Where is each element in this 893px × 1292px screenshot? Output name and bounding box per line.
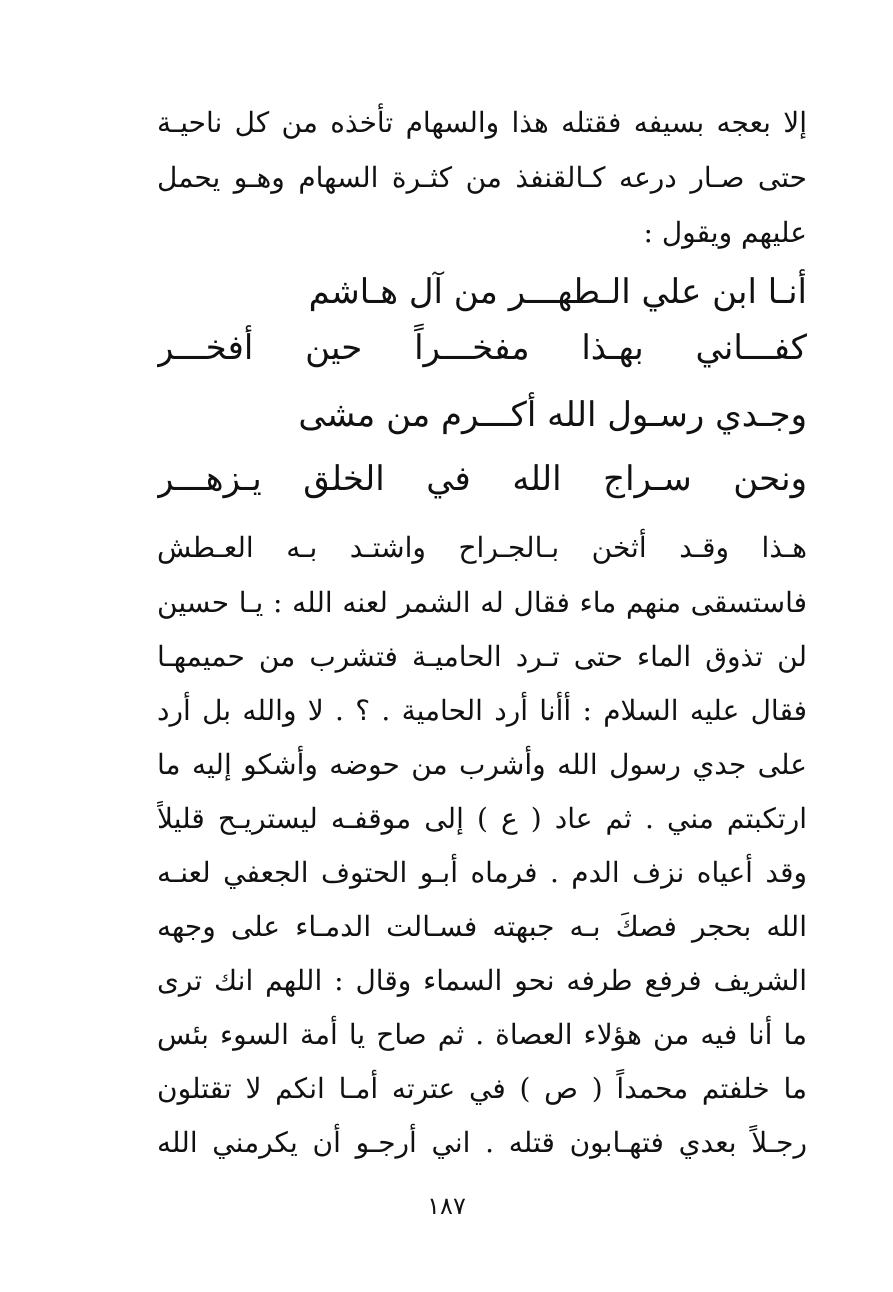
body-line: ما أنا فيه من هؤلاء العصاة . ثم صاح يا أمة السوء بئس xyxy=(157,1018,807,1051)
verse-line: كفـــاني بهـذا مفخـــراً حين أفخـــر xyxy=(157,328,807,368)
page-number: ١٨٧ xyxy=(427,1192,466,1220)
body-line: الشريف فرفع طرفه نحو السماء وقال : اللهم انك ترى xyxy=(157,964,807,997)
body-line: وقد أعياه نزف الدم . فرماه أبـو الحتوف الجعفي لعنـه xyxy=(157,856,807,889)
body-line: ما خلفتم محمداً ( ص ) في عترته أمـا انكم لا تقتلون xyxy=(157,1072,807,1105)
verse-line: أنـا ابن علي الـطهـــر من آل هـاشم xyxy=(308,272,807,312)
intro-line: حتى صـار درعه كـالقنفذ من كثـرة السهام وهـو يحمل xyxy=(157,161,807,194)
body-line: فقال عليه السلام : أأنا أرد الحامية . ؟ . لا والله بل أرد xyxy=(157,694,807,727)
body-line: لن تذوق الماء حتى تـرد الحاميـة فتشرب من حميمهـا xyxy=(157,640,807,673)
body-line: الله بحجر فصكَ بـه جبهته فسـالت الدمـاء على وجهه xyxy=(157,910,807,943)
verse-line: وجـدي رسـول الله أكـــرم من مشى xyxy=(298,395,807,435)
body-line: فاستسقى منهم ماء فقال له الشمر لعنه الله : يـا حسين xyxy=(157,586,807,619)
intro-line: إلا بعجه بسيفه فقتله هذا والسهام تأخذه من كل ناحيـة xyxy=(157,106,807,139)
body-line: ارتكبتم مني . ثم عاد ( ع ) إلى موقفـه ليستريـح قليلاً xyxy=(157,802,807,835)
body-line: هـذا وقـد أثخن بـالجـراح واشتـد بـه العـطش xyxy=(157,531,807,564)
body-line: على جدي رسول الله وأشرب من حوضه وأشكو إليه ما xyxy=(157,748,807,781)
body-line: رجـلاً بعدي فتهـابون قتله . اني أرجـو أن يكرمني الله xyxy=(157,1126,807,1159)
verse-line: ونحن سـراج الله في الخلق يـزهـــر xyxy=(157,459,807,499)
intro-line: عليهم ويقول : xyxy=(643,216,807,249)
